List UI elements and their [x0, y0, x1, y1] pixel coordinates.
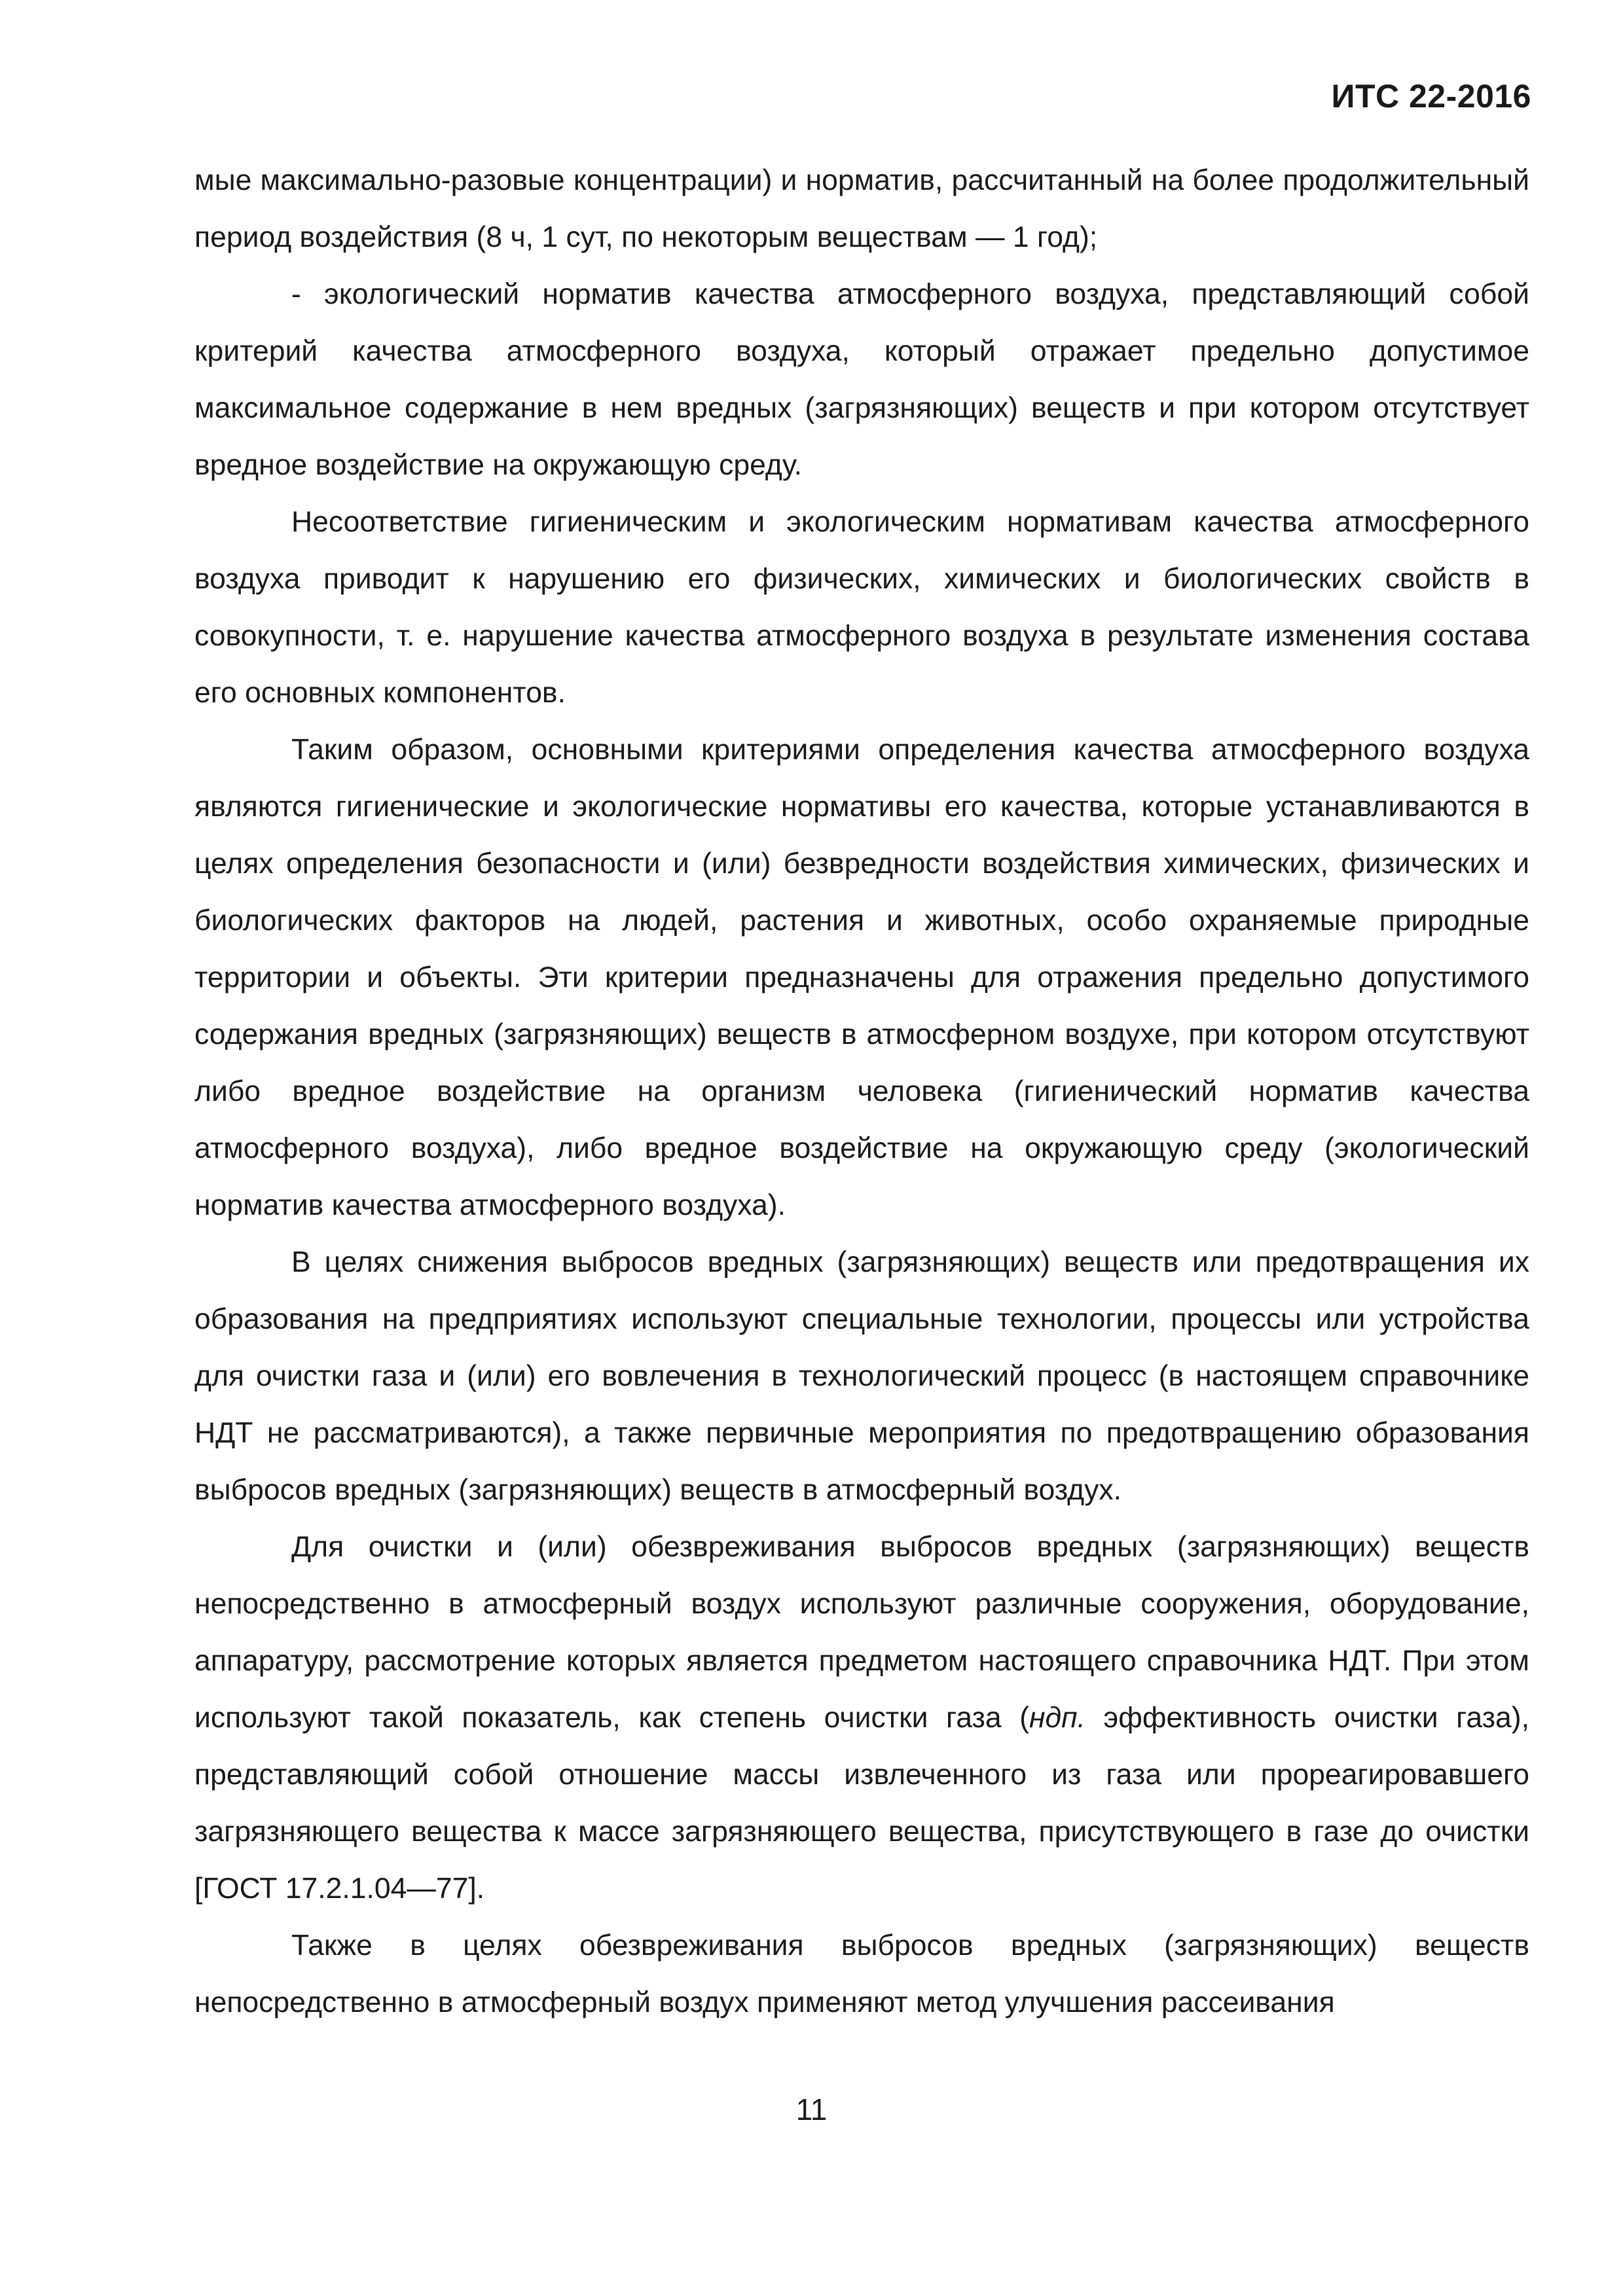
document-code-header: ИТС 22-2016	[1331, 78, 1531, 115]
paragraph-gas-cleaning-text-2: эффективность очистки газа), представляющий собой отношение массы извлеченного из газа или прореагировавшего загрязняющего вещества к массе загрязняющего вещества, присутствующего в газе до очистки [ГОСТ 17.2.1.04—77].	[194, 1702, 1529, 1905]
page-number: 11	[795, 2092, 828, 2126]
paragraph-gas-cleaning	[194, 1518, 1529, 1917]
paragraph-continuation: мые максимально-разовые концентрации) и норматив, рассчитанный на более продолжительный период воздействия (8 ч, 1 сут, по некоторым веществам — 1 год);	[194, 164, 1529, 253]
document-body	[194, 152, 1529, 2031]
paragraph-nonconformity: Несоответствие гигиеническим и экологическим нормативам качества атмосферного воздуха приводит к нарушению его физических, химических и биологических свойств в совокупности, т. е. нарушение качества атмосферного воздуха в результате изменения состава его основных компонентов.	[194, 506, 1529, 709]
paragraph-criteria: Таким образом, основными критериями определения качества атмосферного воздуха являются гигиенические и экологические нормативы его качества, которые устанавливаются в целях определения безопасности и (или) безвредности воздействия химических, физических и биологических факторов на людей, растения и животных, особо охраняемые природные территории и объекты. Эти критерии предназначены для отражения предельно допустимого содержания вредных (загрязняющих) веществ в атмосферном воздухе, при котором отсутствуют либо вредное воздействие на организм человека (гигиенический норматив качества атмосферного воздуха), либо вредное воздействие на окружающую среду (экологический норматив качества атмосферного воздуха).	[194, 734, 1529, 1221]
paragraph-dispersion: Также в целях обезвреживания выбросов вредных (загрязняющих) веществ непосредственно в атмосферный воздух применяют метод улучшения рассеивания	[194, 1929, 1529, 2018]
paragraph-ecological-norm: - экологический норматив качества атмосферного воздуха, представляющий собой критерий качества атмосферного воздуха, который отражает предельно допустимое максимальное содержание в нем вредных (загрязняющих) веществ и при котором отсутствует вредное воздействие на окружающую среду.	[194, 278, 1529, 481]
paragraph-gas-cleaning-text-1: Для очистки и (или) обезвреживания выбросов вредных (загрязняющих) веществ непосредственно в атмосферный воздух используют различные сооружения, оборудование, аппаратуру, рассмотрение которых является предметом настоящего справочника НДТ. При этом используют такой показатель, как степень очистки газа (	[194, 1531, 1529, 1734]
abbreviation-ndp: ндп.	[1029, 1702, 1085, 1734]
paragraph-emission-reduction: В целях снижения выбросов вредных (загрязняющих) веществ или предотвращения их образования на предприятиях используют специальные технологии, процессы или устройства для очистки газа и (или) его вовлечения в технологический процесс (в настоящем справочнике НДТ не рассматриваются), а также первичные мероприятия по предотвращению образования выбросов вредных (загрязняющих) веществ в атмосферный воздух.	[194, 1246, 1529, 1506]
